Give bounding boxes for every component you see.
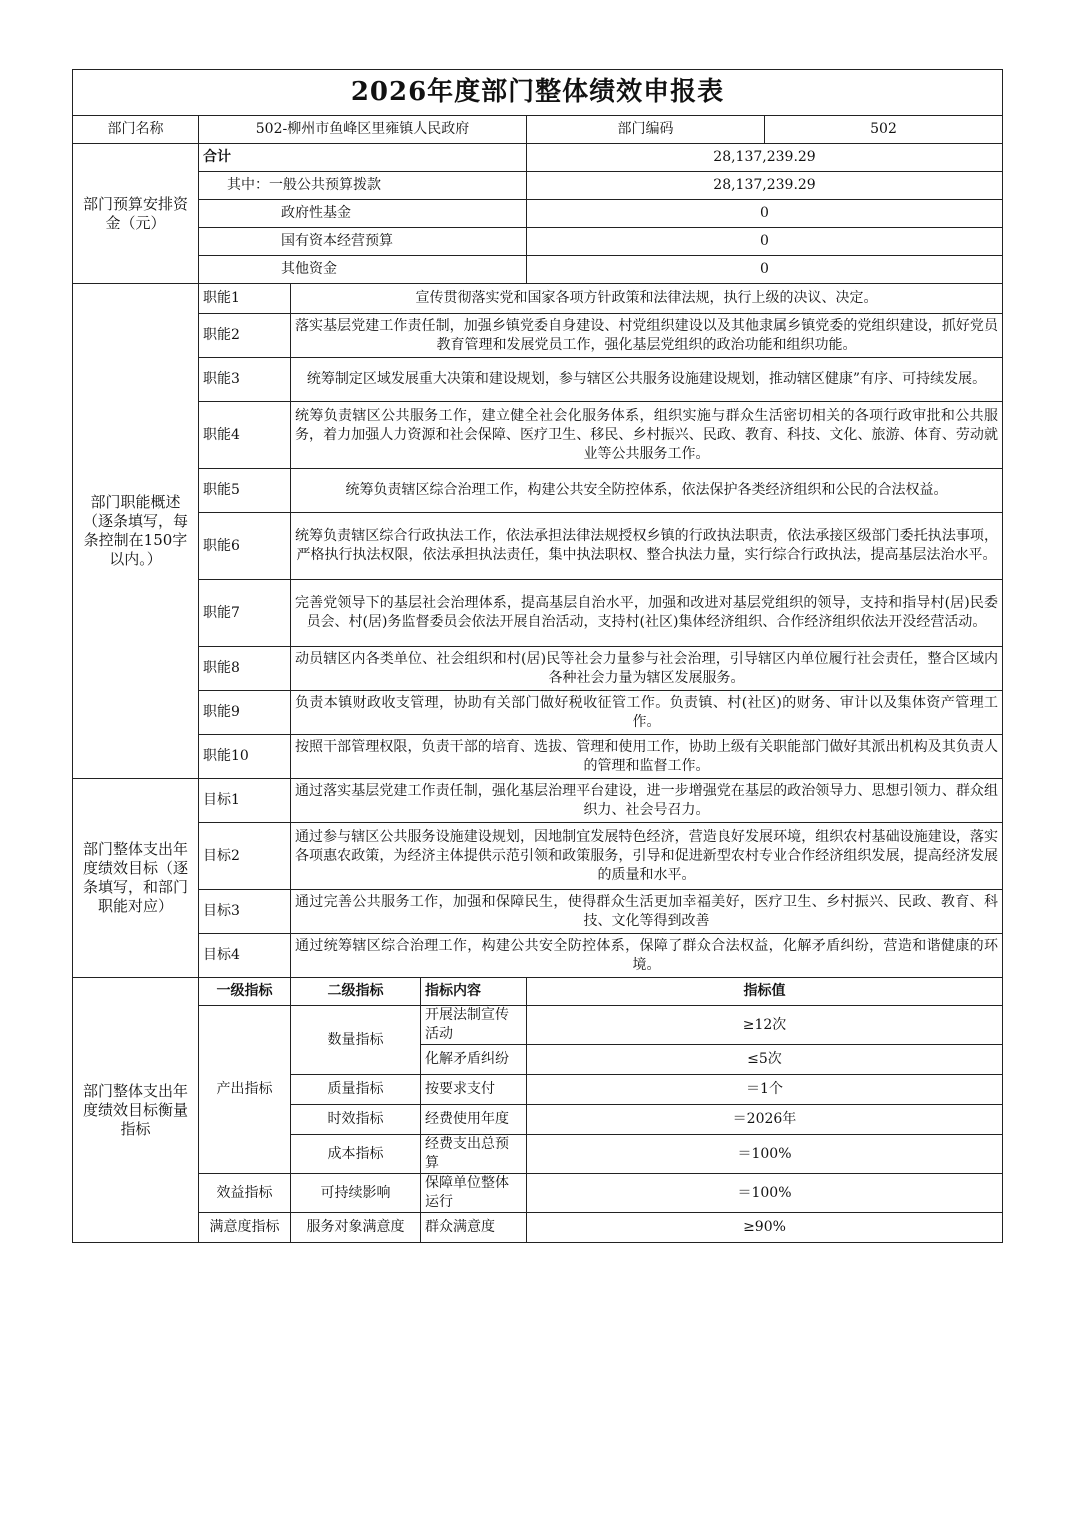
function-text: 落实基层党建工作责任制，加强乡镇党委自身建设、村党组织建设以及其他隶属乡镇党委的党组织建设，抓好党员教育管理和发展党员工作，强化基层党组织的政治功能和组织功能。 (291, 314, 1003, 358)
function-text: 宣传贯彻落实党和国家各项方针政策和法律法规，执行上级的决议、决定。 (291, 284, 1003, 314)
function-label: 职能7 (199, 580, 291, 647)
budget-section-label: 部门预算安排资金（元） (73, 144, 199, 284)
budget-row-label: 其中：一般公共预算拨款 (199, 172, 527, 200)
indicator-value: ＝100% (527, 1174, 1003, 1213)
goal-text: 通过统筹辖区综合治理工作，构建公共安全防控体系，保障了群众合法权益，化解矛盾纠纷，营造和谐健康的环境。 (291, 934, 1003, 978)
indicator-content: 保障单位整体运行 (421, 1174, 527, 1213)
function-text: 统筹负责辖区综合行政执法工作，依法承担法律法规授权乡镇的行政执法职责，依法承接区级部门委托执法事项，严格执行执法权限，依法承担执法责任，集中执法职权、整合执法力量，实行综合行政执法，提高基层法治水平。 (291, 513, 1003, 580)
function-text: 按照干部管理权限，负责干部的培育、选拔、管理和使用工作，协助上级有关职能部门做好其派出机构及其负责人的管理和监督工作。 (291, 735, 1003, 779)
indicator-value: ≥90% (527, 1213, 1003, 1243)
function-label: 职能5 (199, 469, 291, 513)
goal-text: 通过落实基层党建工作责任制，强化基层治理平台建设，进一步增强党在基层的政治领导力、思想引领力、群众组织力、社会号召力。 (291, 779, 1003, 823)
budget-row-value: 28,137,239.29 (527, 172, 1003, 200)
indicators-section-label: 部门整体支出年度绩效目标衡量指标 (73, 978, 199, 1243)
indicator-value: ≥12次 (527, 1006, 1003, 1045)
indicator-value: ＝1个 (527, 1075, 1003, 1105)
goal-label: 目标1 (199, 779, 291, 823)
indicator-content: 开展法制宣传活动 (421, 1006, 527, 1045)
budget-row-value: 0 (527, 200, 1003, 228)
level2-sustainability: 可持续影响 (291, 1174, 421, 1213)
indicator-content: 经费支出总预算 (421, 1135, 527, 1174)
indicator-value: ＝100% (527, 1135, 1003, 1174)
function-label: 职能10 (199, 735, 291, 779)
level2-cost: 成本指标 (291, 1135, 421, 1174)
function-label: 职能2 (199, 314, 291, 358)
budget-row-label: 合计 (199, 144, 527, 172)
function-label: 职能3 (199, 358, 291, 402)
page-title: 2026年度部门整体绩效申报表 (73, 70, 1003, 116)
dept-name-value: 502-柳州市鱼峰区里雍镇人民政府 (199, 116, 527, 144)
goal-text: 通过参与辖区公共服务设施建设规划，因地制宜发展特色经济，营造良好发展环境，组织农村基础设施建设，落实各项惠农政策，为经济主体提供示范引领和政策服务，引导和促进新型农村专业合作经济组织发展，提高经济发展的质量和水平。 (291, 823, 1003, 890)
level1-output: 产出指标 (199, 1006, 291, 1174)
goals-section-label: 部门整体支出年度绩效目标（逐条填写，和部门职能对应） (73, 779, 199, 978)
header-content: 指标内容 (421, 978, 527, 1006)
indicator-value: ＝2026年 (527, 1105, 1003, 1135)
function-text: 完善党领导下的基层社会治理体系，提高基层自治水平，加强和改进对基层党组织的领导，支持和指导村(居)民委员会、村(居)务监督委员会依法开展自治活动，支持村(社区)集体经济组织、合作经济组织依法开没经营活动。 (291, 580, 1003, 647)
level2-quality: 质量指标 (291, 1075, 421, 1105)
goal-label: 目标2 (199, 823, 291, 890)
budget-row-value: 0 (527, 228, 1003, 256)
function-text: 动员辖区内各类单位、社会组织和村(居)民等社会力量参与社会治理，引导辖区内单位履行社会责任，整合区域内各种社会力量为辖区发展服务。 (291, 647, 1003, 691)
level1-benefit: 效益指标 (199, 1174, 291, 1213)
level1-satisfaction: 满意度指标 (199, 1213, 291, 1243)
dept-name-label: 部门名称 (73, 116, 199, 144)
function-text: 统筹制定区域发展重大决策和建设规划，参与辖区公共服务设施建设规划，推动辖区健康”有序、可持续发展。 (291, 358, 1003, 402)
goal-text: 通过完善公共服务工作，加强和保障民生，使得群众生活更加幸福美好，医疗卫生、乡村振兴、民政、教育、科技、文化等得到改善 (291, 890, 1003, 934)
level2-quantity: 数量指标 (291, 1006, 421, 1075)
dept-code-value: 502 (765, 116, 1003, 144)
level2-timeliness: 时效指标 (291, 1105, 421, 1135)
dept-code-label: 部门编码 (527, 116, 765, 144)
budget-row-value: 28,137,239.29 (527, 144, 1003, 172)
indicator-content: 化解矛盾纠纷 (421, 1045, 527, 1075)
indicator-content: 经费使用年度 (421, 1105, 527, 1135)
budget-row-label: 其他资金 (199, 256, 527, 284)
performance-report-table (72, 69, 1003, 1243)
function-text: 统筹负责辖区公共服务工作，建立健全社会化服务体系，组织实施与群众生活密切相关的各项行政审批和公共服务，着力加强人力资源和社会保障、医疗卫生、移民、乡村振兴、民政、教育、科技、文化、旅游、体育、劳动就业等公共服务工作。 (291, 402, 1003, 469)
budget-row-label: 国有资本经营预算 (199, 228, 527, 256)
indicator-content: 群众满意度 (421, 1213, 527, 1243)
function-label: 职能8 (199, 647, 291, 691)
function-label: 职能4 (199, 402, 291, 469)
header-level1: 一级指标 (199, 978, 291, 1006)
goal-label: 目标3 (199, 890, 291, 934)
function-label: 职能9 (199, 691, 291, 735)
header-value: 指标值 (527, 978, 1003, 1006)
level2-service-satisfaction: 服务对象满意度 (291, 1213, 421, 1243)
function-text: 统筹负责辖区综合治理工作，构建公共安全防控体系，依法保护各类经济组织和公民的合法权益。 (291, 469, 1003, 513)
function-text: 负责本镇财政收支管理，协助有关部门做好税收征管工作。负责镇、村(社区)的财务、审计以及集体资产管理工作。 (291, 691, 1003, 735)
header-level2: 二级指标 (291, 978, 421, 1006)
goal-label: 目标4 (199, 934, 291, 978)
indicator-value: ≤5次 (527, 1045, 1003, 1075)
functions-section-label: 部门职能概述（逐条填写，每条控制在150字以内。） (73, 284, 199, 779)
budget-row-value: 0 (527, 256, 1003, 284)
function-label: 职能6 (199, 513, 291, 580)
budget-row-label: 政府性基金 (199, 200, 527, 228)
indicator-content: 按要求支付 (421, 1075, 527, 1105)
function-label: 职能1 (199, 284, 291, 314)
